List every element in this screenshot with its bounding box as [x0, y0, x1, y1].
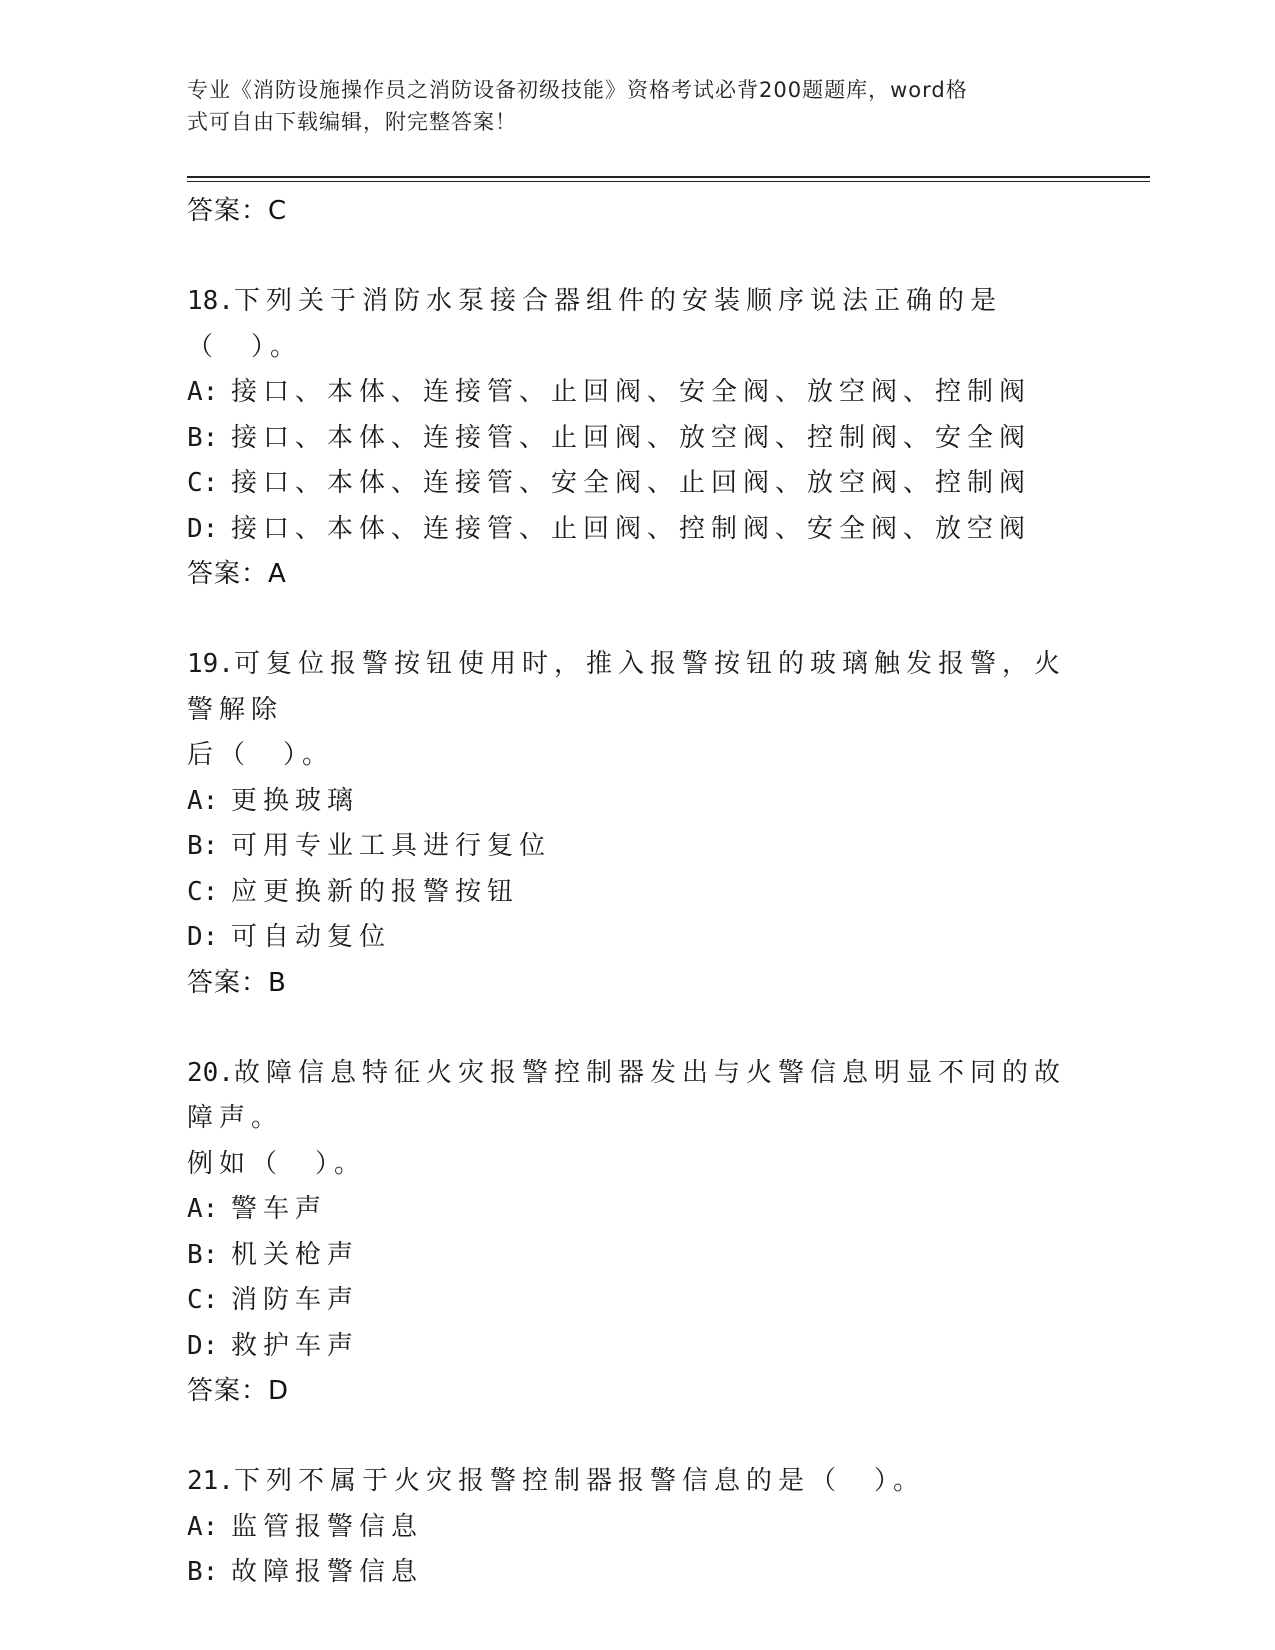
option-key: A:	[187, 377, 219, 407]
answer-line: 答案：D	[187, 1376, 290, 1406]
option-text: 可自动复位	[231, 922, 392, 952]
question-stem-continued: 例如（ ）。	[187, 1148, 367, 1179]
option-text: 接口、本体、连接管、止回阀、控制阀、安全阀、放空阀	[231, 513, 1032, 544]
option-text: 机关枪声	[231, 1239, 360, 1270]
question-number: 18.	[187, 286, 234, 316]
option-d	[187, 1324, 1087, 1370]
question-list	[187, 189, 1087, 1596]
option-key: A:	[187, 1194, 219, 1224]
header-divider-thick	[187, 176, 1150, 178]
option-a	[187, 779, 1087, 825]
document-header	[187, 74, 1067, 138]
option-text: 监管报警信息	[231, 1511, 424, 1542]
option-key: C:	[187, 1285, 219, 1315]
option-text: 更换玻璃	[231, 785, 360, 816]
option-text: 故障报警信息	[231, 1557, 424, 1587]
option-b	[187, 824, 1087, 870]
option-text: 接口、本体、连接管、安全阀、止回阀、放空阀、控制阀	[231, 468, 1032, 498]
question-number: 20.	[187, 1057, 234, 1088]
question-stem-line: 下列关于消防水泵接合器组件的安装顺序说法正确的是（ ）。	[187, 286, 1002, 362]
option-key: B:	[187, 1239, 219, 1270]
option-key: D:	[187, 1330, 219, 1361]
option-key: A:	[187, 1511, 219, 1542]
question-stem-line: 下列不属于火灾报警控制器报警信息的是（ ）。	[233, 1466, 925, 1496]
option-text: 可用专业工具进行复位	[231, 831, 552, 861]
header-divider-thin	[187, 181, 1150, 182]
question-stem-line: 可复位报警按钮使用时，推入报警按钮的玻璃触发报警，火警解除	[187, 649, 1066, 725]
option-key: A:	[187, 785, 219, 816]
option-key: B:	[187, 1557, 219, 1587]
question-block	[187, 1459, 1087, 1596]
option-a	[187, 1505, 1087, 1551]
option-key: C:	[187, 876, 219, 907]
spacer	[187, 234, 1087, 279]
option-b	[187, 1233, 1087, 1279]
question-stem	[187, 1459, 1087, 1505]
option-text: 接口、本体、连接管、止回阀、放空阀、控制阀、安全阀	[231, 422, 1032, 453]
option-b	[187, 416, 1087, 462]
option-c	[187, 1278, 1087, 1324]
option-d	[187, 507, 1087, 553]
option-d	[187, 915, 1087, 961]
spacer	[187, 597, 1087, 642]
previous-answer: 答案：C	[187, 196, 288, 226]
option-c	[187, 870, 1087, 916]
question-block	[187, 642, 1087, 1006]
option-key: D:	[187, 513, 219, 544]
option-text: 接口、本体、连接管、止回阀、安全阀、放空阀、控制阀	[231, 377, 1032, 407]
header-line-2: 式可自由下载编辑，附完整答案！	[187, 110, 517, 134]
option-text: 救护车声	[231, 1330, 360, 1361]
header-line-1: 专业《消防设施操作员之消防设备初级技能》资格考试必背200题题库，word格	[187, 78, 968, 102]
option-b	[187, 1550, 1087, 1596]
question-stem-continued: 后（ ）。	[187, 740, 335, 770]
option-key: C:	[187, 468, 219, 498]
option-text: 消防车声	[231, 1285, 360, 1315]
option-key: D:	[187, 922, 219, 952]
option-key: B:	[187, 831, 219, 861]
question-number: 19.	[187, 649, 234, 679]
option-text: 应更换新的报警按钮	[231, 876, 520, 907]
option-a	[187, 370, 1087, 416]
option-key: B:	[187, 422, 219, 453]
answer-line: 答案：A	[187, 559, 287, 589]
question-stem	[187, 642, 1087, 733]
spacer	[187, 1414, 1087, 1459]
option-text: 警车声	[231, 1194, 328, 1224]
question-number: 21.	[187, 1466, 234, 1496]
spacer	[187, 1006, 1087, 1051]
answer-line: 答案：B	[187, 967, 287, 998]
question-block	[187, 279, 1087, 597]
option-a	[187, 1187, 1087, 1233]
question-block	[187, 1051, 1087, 1415]
question-stem-line: 故障信息特征火灾报警控制器发出与火警信息明显不同的故障声。	[187, 1057, 1066, 1133]
question-stem	[187, 279, 1087, 370]
option-c	[187, 461, 1087, 507]
question-stem	[187, 1051, 1087, 1142]
